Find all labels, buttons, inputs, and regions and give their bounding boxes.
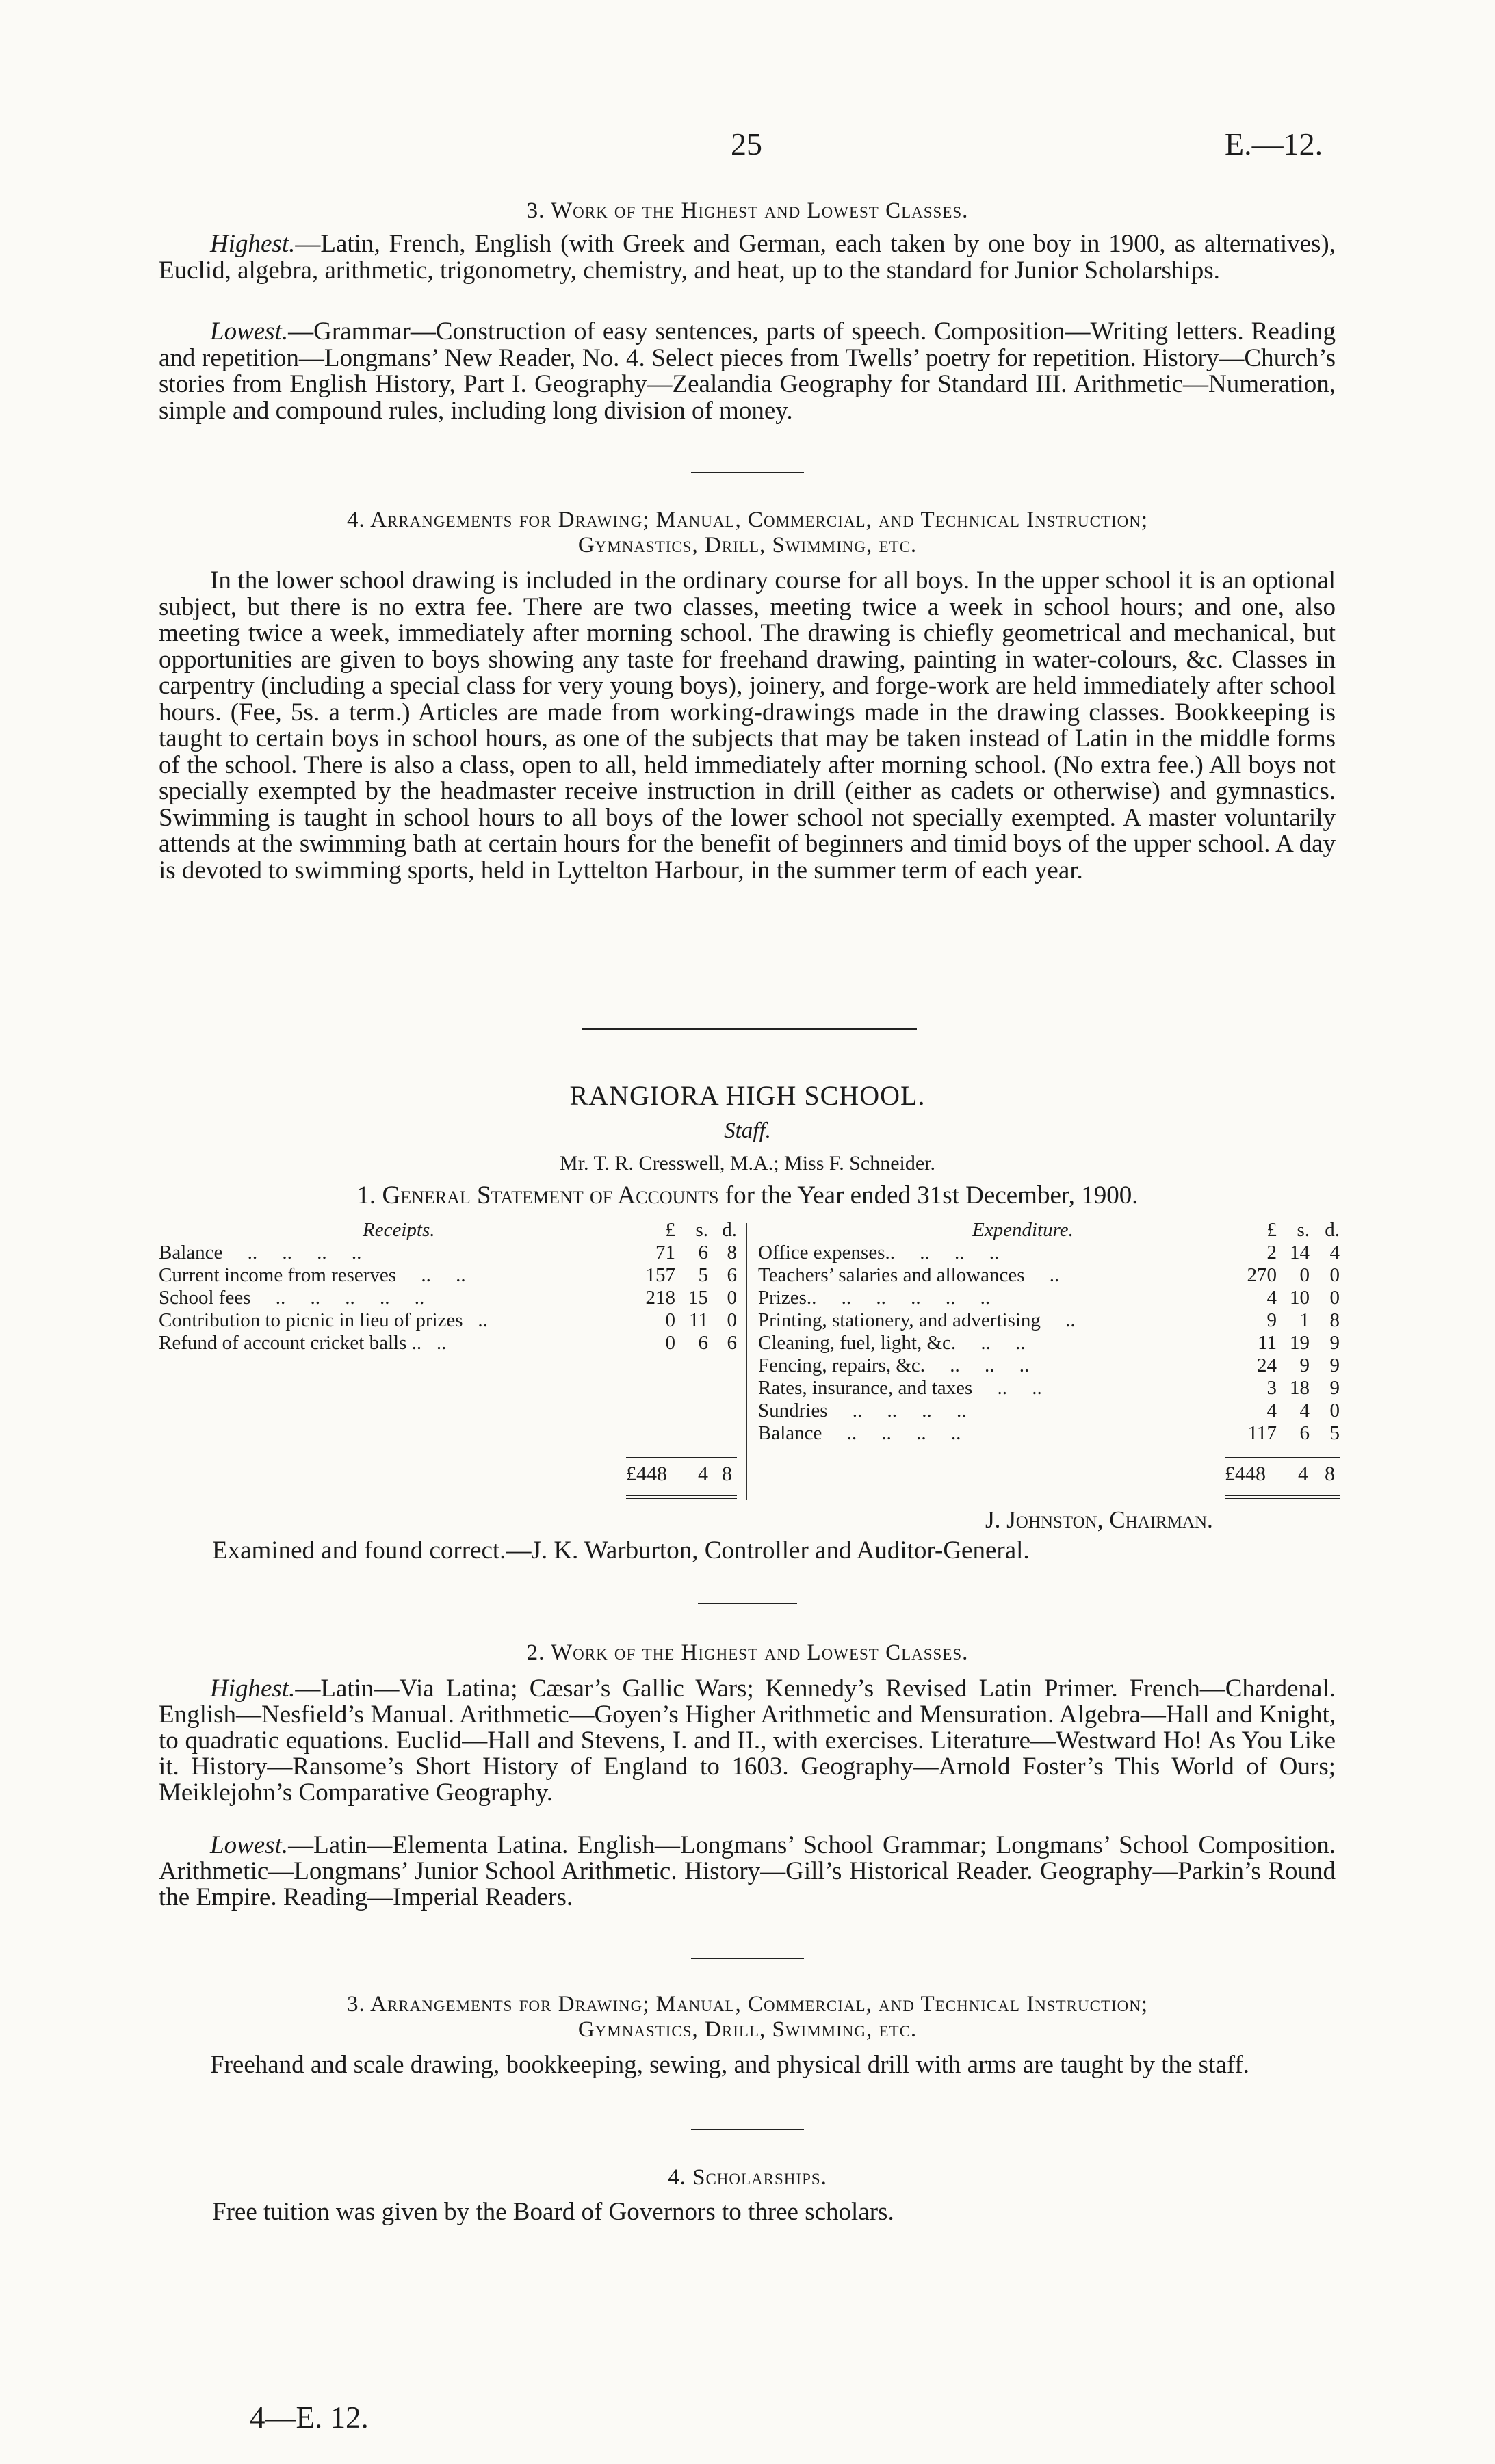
- statement-heading: 1. General Statement of Accounts for the Year ended 31st December, 1900.: [356, 1181, 1139, 1209]
- page-number: 25: [731, 127, 762, 161]
- expenditure-row: Balance .. .. .. .. 117 6 5: [758, 1422, 1340, 1444]
- receipt-row: Refund of account cricket balls .. .. 0 6 6: [159, 1332, 737, 1354]
- chairman-signature: J. Johnston, Chairman.: [985, 1506, 1213, 1533]
- scholarships-text: Free tuition was given by the Board of Governors to three scholars.: [212, 2198, 894, 2226]
- highest-text: —Latin, French, English (with Greek and German, each taken by one boy in 1900, as alternatives), Euclid, algebra, arithmetic, trigonometry, chemistry, and heat, up to the standard for Junior Scholarships.: [159, 230, 1336, 285]
- divider: [698, 1603, 797, 1604]
- expenditure-row: Teachers’ salaries and allowances .. 270 0 0: [758, 1264, 1340, 1286]
- section-heading-work-classes: 3. Work of the Highest and Lowest Classes.: [526, 198, 969, 223]
- lowest-classes-paragraph: [159, 319, 1336, 424]
- highest-label: Highest.: [210, 230, 296, 258]
- page-reference: E.—12.: [1225, 127, 1323, 161]
- receipt-row: Balance .. .. .. .. 71 6 8: [159, 1242, 737, 1263]
- examined-statement: Examined and found correct.—J. K. Warburton, Controller and Auditor-General.: [212, 1536, 1030, 1564]
- section-heading-arrangements-rangiora: 3. Arrangements for Drawing; Manual, Commercial, and Technical Instruction; Gymnastics, Drill, Swimming, etc.: [346, 1992, 1149, 2042]
- receipt-row: Contribution to picnic in lieu of prizes .. 0 11 0: [159, 1309, 737, 1331]
- total-double-rule: [1225, 1498, 1340, 1499]
- expenditure-row: Printing, stationery, and advertising .. 9 1 8: [758, 1309, 1340, 1331]
- receipts-table: Receipts. £ s. d. Balance .. .. .. .. 71 6 8 Current income from reserves .. .. 157 5 6 School fees .. .. .. .. .. 218 15 0 Contribution to picnic in lieu of prizes .. 0 11 0 Refund of account cricket balls .. .. 0 6 6: [159, 1219, 737, 1354]
- total-double-rule: [1225, 1495, 1340, 1496]
- staff-names: Mr. T. R. Cresswell, M.A.; Miss F. Schneider.: [559, 1152, 935, 1175]
- divider: [691, 2129, 804, 2130]
- expenditure-row: Cleaning, fuel, light, &c. .. .. 11 19 9: [758, 1332, 1340, 1354]
- school-title: RANGIORA HIGH SCHOOL.: [569, 1080, 926, 1111]
- divider: [691, 1958, 804, 1959]
- lowest-label: Lowest.: [210, 317, 289, 345]
- lowest-classes-paragraph-rangiora: Lowest.—Latin—Elementa Latina. English—Longmans’ School Grammar; Longmans’ School Composition. Arithmetic—Longmans’ Junior School Arithmetic. History—Gill’s Historical Reader. Geography—Parkin’s Round the Empire. Reading—Imperial Readers.: [159, 1831, 1336, 1911]
- section-heading-arrangements: 4. Arrangements for Drawing; Manual, Commercial, and Technical Instruction; Gymnastics, Drill, Swimming, etc.: [346, 508, 1149, 558]
- expenditure-heading: Expenditure.: [972, 1219, 1074, 1241]
- expenditure-row: Prizes.. .. .. .. .. .. 4 10 0: [758, 1287, 1340, 1309]
- lowest-text: —Grammar—Construction of easy sentences, parts of speech. Composition—Writing letters. Reading and repetition—Longmans’ New Reader, No. 4. Select pieces from Twells’ poetry for repetition. History—Church’s stories from English History, Part I. Geography—Zealandia Geography for Standard III. Arithmetic—Numeration, simple and compound rules, including long division of money.: [159, 317, 1336, 425]
- expenditure-table: Expenditure. £ s. d. Office expenses.. .. .. .. 2 14 4 Teachers’ salaries and allowances .. 270 0 0 Prizes.. .. .. .. .. .. 4 10 0 Printing, stationery, and advertising .. 9 1 8 Cleaning, fuel, light, &c. .. .. 11 19 9 Fencing, repairs, &c. .. .. .. 24 9 9 Rates, insurance, and taxes .. .. 3 18 9 Sundries .. .. .. .. 4 4 0 Balance .. .. .. .. 117 6 5: [758, 1219, 1340, 1444]
- expenditure-row: Office expenses.. .. .. .. 2 14 4: [758, 1242, 1340, 1263]
- receipt-row: Current income from reserves .. .. 157 5 6: [159, 1264, 737, 1286]
- footer-signature: 4—E. 12.: [250, 2400, 369, 2435]
- divider: [582, 1028, 917, 1030]
- section-heading-scholarships: 4. Scholarships.: [668, 2165, 827, 2190]
- arrangements-paragraph: In the lower school drawing is included in the ordinary course for all boys. In the upper school it is an optional subject, but there is no extra fee. There are two classes, meeting twice a week in school hours; and one, also meeting twice a week, immediately after morning school. The drawing is chiefly geometrical and mechanical, but opportunities are given to boys showing any taste for freehand drawing, painting in water-colours, &c. Classes in carpentry (including a special class for very young boys), joinery, and forge-work are held immediately after school hours. (Fee, 5s. a term.) Articles are made from working-drawings made in the drawing classes. Bookkeeping is taught to certain boys in school hours, as one of the subjects that may be taken instead of Latin in the middle forms of the school. There is also a class, open to all, held immediately after morning school. (No extra fee.) All boys not specially exempted by the headmaster receive instruction in drill (either as cadets or otherwise) and gymnastics. Swimming is taught in school hours to all boys of the lower school not specially exempted. A master voluntarily attends at the swimming bath at certain hours for the benefit of beginners and timid boys of the upper school. A day is devoted to swimming sports, held in Lyttelton Harbour, in the summer term of each year.: [159, 566, 1336, 884]
- total-rule: [1225, 1457, 1340, 1458]
- expenditure-row: Fencing, repairs, &c. .. .. .. 24 9 9: [758, 1354, 1340, 1376]
- total-rule: [626, 1457, 737, 1458]
- receipts-heading: Receipts.: [363, 1219, 435, 1241]
- receipt-row: School fees .. .. .. .. .. 218 15 0: [159, 1287, 737, 1309]
- column-divider: [746, 1223, 747, 1500]
- staff-heading: Staff.: [724, 1118, 771, 1143]
- arrangements-paragraph-rangiora: Freehand and scale drawing, bookkeeping, sewing, and physical drill with arms are taught by the staff.: [210, 2051, 1249, 2079]
- expenditure-row: Sundries .. .. .. .. 4 4 0: [758, 1400, 1340, 1421]
- expenditure-row: Rates, insurance, and taxes .. .. 3 18 9: [758, 1377, 1340, 1399]
- divider: [691, 472, 804, 473]
- section-heading-work-classes-rangiora: 2. Work of the Highest and Lowest Classes.: [526, 1640, 969, 1665]
- highest-classes-paragraph-rangiora: Highest.—Latin—Via Latina; Cæsar’s Gallic Wars; Kennedy’s Revised Latin Primer. French—Chardenal. English—Nesfield’s Manual. Arithmetic—Goyen’s Higher Arithmetic and Mensuration. Algebra—Hall and Knight, to quadratic equations. Euclid—Hall and Stevens, I. and II., with exercises. Literature—Westward Ho! As You Like it. History—Ransome’s Short History of England to 1603. Geography—Arnold Foster’s This World of Ours; Meiklejohn’s Comparative Geography.: [159, 1675, 1336, 1807]
- total-double-rule: [626, 1495, 737, 1496]
- highest-classes-paragraph: [159, 231, 1336, 284]
- total-double-rule: [626, 1498, 737, 1499]
